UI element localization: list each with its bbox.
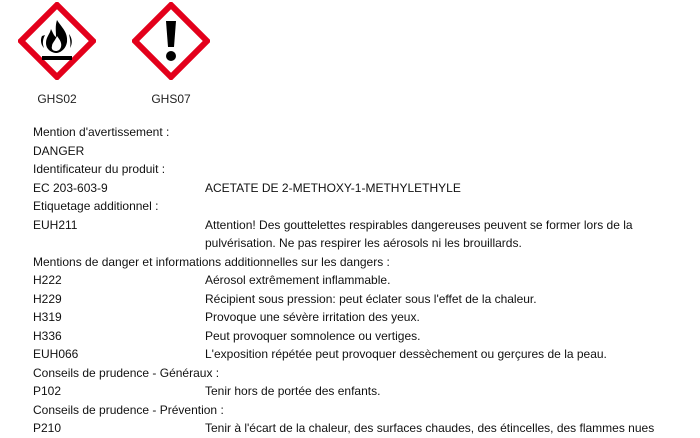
signal-word-heading: Mention d'avertissement : [33,125,170,139]
hazard-code: H319 [33,310,62,324]
prevention-text: Tenir à l'écart de la chaleur, des surfaces chaudes, des étincelles, des flammes nues [205,421,655,435]
hazard-code: H229 [33,291,62,306]
hazard-text: Provoque une sévère irritation des yeux. [205,310,420,324]
ec-number: EC 203-603-9 [33,180,108,195]
additional-label-code: EUH211 [33,217,78,232]
prevention-code: P210 [33,421,62,435]
hazard-statement-row [33,290,693,309]
hazard-code: H336 [33,328,62,343]
precaution-text: Tenir hors de portée des enfants. [205,384,381,398]
additional-label-heading: Etiquetage additionnel : [33,199,159,213]
hazard-pictograms [0,0,700,112]
ghs07-code: GHS07 [151,92,191,106]
hazard-statements-heading: Mentions de danger et informations additionnelles sur les dangers : [33,254,390,269]
hazard-statement-row [33,345,693,364]
general-precautions-heading: Conseils de prudence - Généraux : [33,365,220,380]
precaution-code: P102 [33,384,62,398]
prevention-heading: Conseils de prudence - Prévention : [33,402,224,417]
product-identifier-row [33,179,693,198]
ghs02-pictogram [18,2,96,80]
hazard-code: H222 [33,273,62,287]
flame-icon [18,2,96,80]
hazard-text: Peut provoquer somnolence ou vertiges. [205,328,421,343]
product-name: ACETATE DE 2-METHOXY-1-METHYLETHYLE [205,180,461,195]
precaution-row [33,382,693,401]
label-elements [33,123,693,438]
additional-label-text: Attention! Des gouttelettes respirables dangereuses peuvent se former lors de la pulvérisation. Ne pas respirer les aérosols ni les brouillards. [205,217,633,250]
hazard-statement-row [33,271,693,290]
hazard-code: EUH066 [33,347,79,361]
signal-word: DANGER [33,143,85,158]
hazard-text: L'exposition répétée peut provoquer dessèchement ou gerçures de la peau. [205,347,607,361]
ghs02-code: GHS02 [37,92,77,106]
product-identifier-heading: Identificateur du produit : [33,162,166,176]
hazard-text: Aérosol extrêmement inflammable. [205,273,391,287]
hazard-statement-row [33,327,693,346]
hazard-statement-row [33,308,693,327]
prevention-row [33,419,693,438]
ghs07-pictogram [132,2,210,80]
additional-label-row [33,216,693,253]
exclamation-icon [132,2,210,80]
hazard-text: Récipient sous pression: peut éclater sous l'effet de la chaleur. [205,291,537,306]
